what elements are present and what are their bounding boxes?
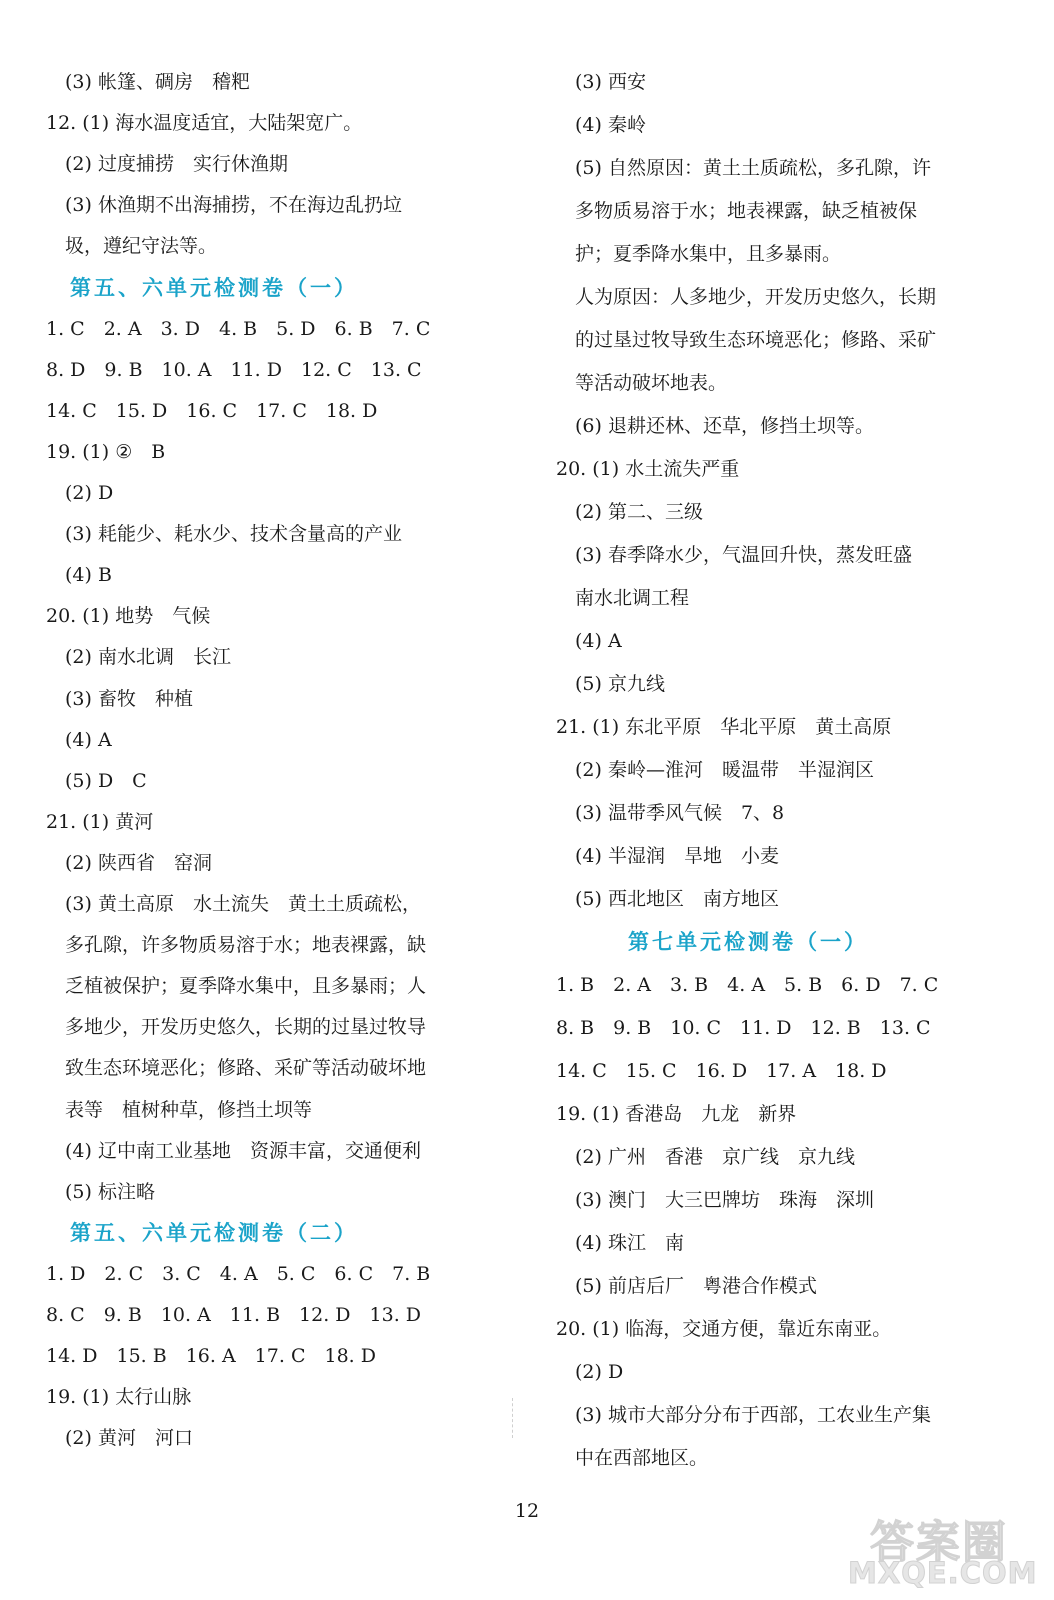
- answer-line: 多孔隙，许多物质易溶于水；地表裸露，缺: [46, 934, 427, 957]
- answer-line: (4) 半湿润 旱地 小麦: [556, 845, 779, 867]
- answer-line: 14. D 15. B 16. A 17. C 18. D: [46, 1345, 376, 1368]
- answer-line: (3) 春季降水少，气温回升快，蒸发旺盛: [556, 544, 912, 566]
- answer-line: 南水北调工程: [556, 587, 690, 609]
- answer-line: 1. B 2. A 3. B 4. A 5. B 6. D 7. C: [556, 974, 939, 996]
- answer-line: 人为原因：人多地少，开发历史悠久，长期: [556, 286, 937, 308]
- answer-line: 表等 植树种草，修挡土坝等: [46, 1098, 313, 1121]
- answer-line: (6) 退耕还林、还草，修挡土坝等。: [556, 415, 874, 437]
- answer-line: (4) B: [46, 564, 112, 587]
- watermark-line1: 答案圈: [870, 1517, 1008, 1568]
- answer-line: 8. D 9. B 10. A 11. D 12. C 13. C: [46, 358, 422, 381]
- answer-line: (4) 珠江 南: [556, 1232, 684, 1254]
- answer-line: (5) 西北地区 南方地区: [556, 888, 779, 910]
- answer-line: (3) 耗能少、耗水少、技术含量高的产业: [46, 523, 402, 546]
- answer-line: 圾，遵纪守法等。: [46, 235, 218, 258]
- answer-line: (2) 过度捕捞 实行休渔期: [46, 153, 288, 176]
- answer-line: (5) 京九线: [556, 673, 665, 695]
- answer-line: 多地少，开发历史悠久，长期的过垦过牧导: [46, 1016, 427, 1039]
- answer-line: 8. C 9. B 10. A 11. B 12. D 13. D: [46, 1304, 422, 1326]
- section-heading: 第五、六单元检测卷（一）: [46, 275, 358, 300]
- answer-line: (4) 辽中南工业基地 资源丰富，交通便利: [46, 1139, 421, 1162]
- answer-line: (2) 陕西省 窑洞: [46, 851, 212, 874]
- answer-line: 乏植被保护；夏季降水集中，且多暴雨；人: [46, 975, 427, 998]
- answer-line: (3) 畜牧 种植: [46, 687, 193, 710]
- answer-line: (3) 帐篷、碉房 稽粑: [46, 71, 250, 93]
- answer-line: (5) 前店后厂 粤港合作模式: [556, 1275, 817, 1297]
- answer-line: (5) 标注略: [46, 1180, 155, 1203]
- answer-line: (2) D: [46, 482, 114, 504]
- page-number: 12: [514, 1500, 540, 1522]
- answer-line: 21. (1) 黄河: [46, 810, 154, 833]
- answer-line: 21. (1) 东北平原 华北平原 黄土高原: [556, 716, 892, 738]
- answer-line: 多物质易溶于水；地表裸露，缺乏植被保: [556, 200, 918, 222]
- answer-line: 8. B 9. B 10. C 11. D 12. B 13. C: [556, 1017, 931, 1039]
- answer-line: 20. (1) 地势 气候: [46, 605, 211, 628]
- answer-line: (3) 澳门 大三巴牌坊 珠海 深圳: [556, 1189, 874, 1211]
- answer-line: 护；夏季降水集中，且多暴雨。: [556, 243, 842, 265]
- watermark-line2: MXQE.COM: [848, 1556, 1038, 1590]
- answer-line: (3) 城市大部分分布于西部，工农业生产集: [556, 1404, 931, 1426]
- answer-line: 14. C 15. C 16. D 17. A 18. D: [556, 1060, 887, 1082]
- answer-line: (3) 黄土高原 水土流失 黄土土质疏松，: [46, 893, 421, 915]
- answer-line: 的过垦过牧导致生态环境恶化；修路、采矿: [556, 329, 937, 351]
- answer-line: 19. (1) ② B: [46, 440, 166, 463]
- answer-line: (2) 秦岭—淮河 暖温带 半湿润区: [556, 759, 874, 781]
- answer-line: (2) D: [556, 1361, 624, 1383]
- answer-line: 致生态环境恶化；修路、采矿等活动破坏地: [46, 1057, 427, 1080]
- answer-line: (3) 西安: [556, 71, 646, 93]
- answer-line: 1. D 2. C 3. C 4. A 5. C 6. C 7. B: [46, 1262, 431, 1285]
- answer-line: 19. (1) 香港岛 九龙 新界: [556, 1103, 797, 1125]
- answer-line: (5) D C: [46, 769, 147, 792]
- answer-line: (2) 黄河 河口: [46, 1427, 193, 1450]
- answer-line: (5) 自然原因：黄土土质疏松，多孔隙，许: [556, 157, 931, 179]
- section-heading: 第七单元检测卷（一）: [556, 930, 868, 954]
- answer-line: (2) 南水北调 长江: [46, 646, 231, 669]
- answer-line: 中在西部地区。: [556, 1447, 709, 1469]
- answer-line: 12. (1) 海水温度适宜，大陆架宽广。: [46, 112, 363, 135]
- answer-line: 等活动破坏地表。: [556, 372, 728, 394]
- answer-line: (3) 温带季风气候 7、8: [556, 802, 785, 824]
- answer-line: (3) 休渔期不出海捕捞，不在海边乱扔垃: [46, 194, 402, 217]
- column-divider: [512, 1398, 513, 1438]
- answer-line: (2) 广州 香港 京广线 京九线: [556, 1146, 855, 1168]
- answer-line: (4) 秦岭: [556, 114, 646, 136]
- answer-line: 19. (1) 太行山脉: [46, 1386, 192, 1409]
- answer-line: 20. (1) 临海，交通方便，靠近东南亚。: [556, 1318, 892, 1340]
- answer-line: 14. C 15. D 16. C 17. C 18. D: [46, 399, 378, 422]
- answer-line: (4) A: [556, 630, 622, 652]
- answer-line: (2) 第二、三级: [556, 501, 703, 523]
- answer-line: 1. C 2. A 3. D 4. B 5. D 6. B 7. C: [46, 317, 431, 340]
- section-heading: 第五、六单元检测卷（二）: [46, 1220, 358, 1245]
- answer-line: (4) A: [46, 728, 112, 751]
- answer-line: 20. (1) 水土流失严重: [556, 458, 740, 480]
- watermark-logo: [842, 1506, 1042, 1592]
